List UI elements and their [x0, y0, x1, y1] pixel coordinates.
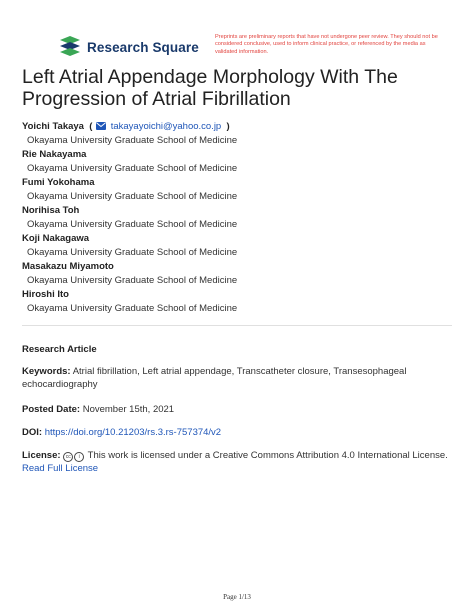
- author-name: Fumi Yokohama: [22, 177, 95, 188]
- author-entry: Yoichi Takaya ( takayayoichi@yahoo.co.jp ) Okayama University Graduate School of Medicine: [22, 120, 452, 148]
- author-affiliation: Okayama University Graduate School of Medicine: [27, 275, 238, 286]
- author-entry: [22, 232, 452, 260]
- author-name: Norihisa Toh: [22, 205, 80, 216]
- author-affiliation: Okayama University Graduate School of Medicine: [27, 191, 238, 202]
- article-type: [22, 343, 452, 356]
- author-entry: [22, 260, 452, 288]
- author-name: Koji Nakagawa: [22, 233, 90, 244]
- section-divider: [22, 325, 452, 326]
- author-affiliation: Okayama University Graduate School of Medicine: [27, 247, 238, 258]
- read-full-license-link[interactable]: Read Full License: [22, 463, 99, 474]
- author-entry: [22, 148, 452, 176]
- header: [58, 34, 438, 62]
- paper-title: Left Atrial Appendage Morphology With The Progression of Atrial Fibrillation: [22, 66, 398, 110]
- author-affiliation: Okayama University Graduate School of Medicine: [27, 163, 238, 174]
- posted-date-value: November 15th, 2021: [82, 404, 175, 415]
- author-name: Yoichi Takaya: [22, 121, 84, 132]
- author-affiliation: Okayama University Graduate School of Medicine: [27, 303, 238, 314]
- research-square-logo-icon: [58, 36, 82, 58]
- author-name: Hiroshi Ito: [22, 289, 69, 300]
- keywords: [22, 365, 452, 391]
- author-entry: [22, 204, 452, 232]
- doi-label: DOI:: [22, 427, 43, 438]
- posted-date-label: Posted Date:: [22, 404, 81, 415]
- author-list: [22, 120, 452, 316]
- keywords-value: Atrial fibrillation, Left atrial appendage, Transcatheter closure, Transesophageal echocardiography: [22, 366, 407, 390]
- author-affiliation: Okayama University Graduate School of Medicine: [27, 135, 238, 146]
- author-affiliation: Okayama University Graduate School of Medicine: [27, 219, 238, 230]
- doi: [22, 426, 452, 439]
- license: [22, 449, 452, 475]
- preprint-disclaimer: Preprints are preliminary reports that have not undergone peer review. They should not be considered conclusive, used to inform clinical practice, or referenced by the media as validated information.: [215, 34, 438, 55]
- mail-icon: [96, 122, 106, 130]
- article-type-label: Research Article: [22, 344, 97, 355]
- license-text: This work is licensed under a Creative Commons Attribution 4.0 International License.: [87, 450, 448, 461]
- author-name: Masakazu Miyamoto: [22, 261, 114, 272]
- research-square-logo[interactable]: [58, 36, 199, 58]
- by-icon: i: [74, 452, 84, 462]
- author-email-link[interactable]: takayayoichi@yahoo.co.jp: [110, 121, 222, 132]
- doi-link[interactable]: https://doi.org/10.21203/rs.3.rs-757374/v2: [44, 427, 222, 438]
- keywords-label: Keywords:: [22, 366, 71, 377]
- author-entry: [22, 288, 452, 316]
- brand-name: Research Square: [87, 39, 199, 55]
- license-label: License:: [22, 450, 61, 461]
- posted-date: [22, 403, 452, 416]
- cc-icon: cc: [63, 452, 73, 462]
- author-name: Rie Nakayama: [22, 149, 87, 160]
- author-entry: [22, 176, 452, 204]
- page-number: Page 1/13: [223, 593, 251, 601]
